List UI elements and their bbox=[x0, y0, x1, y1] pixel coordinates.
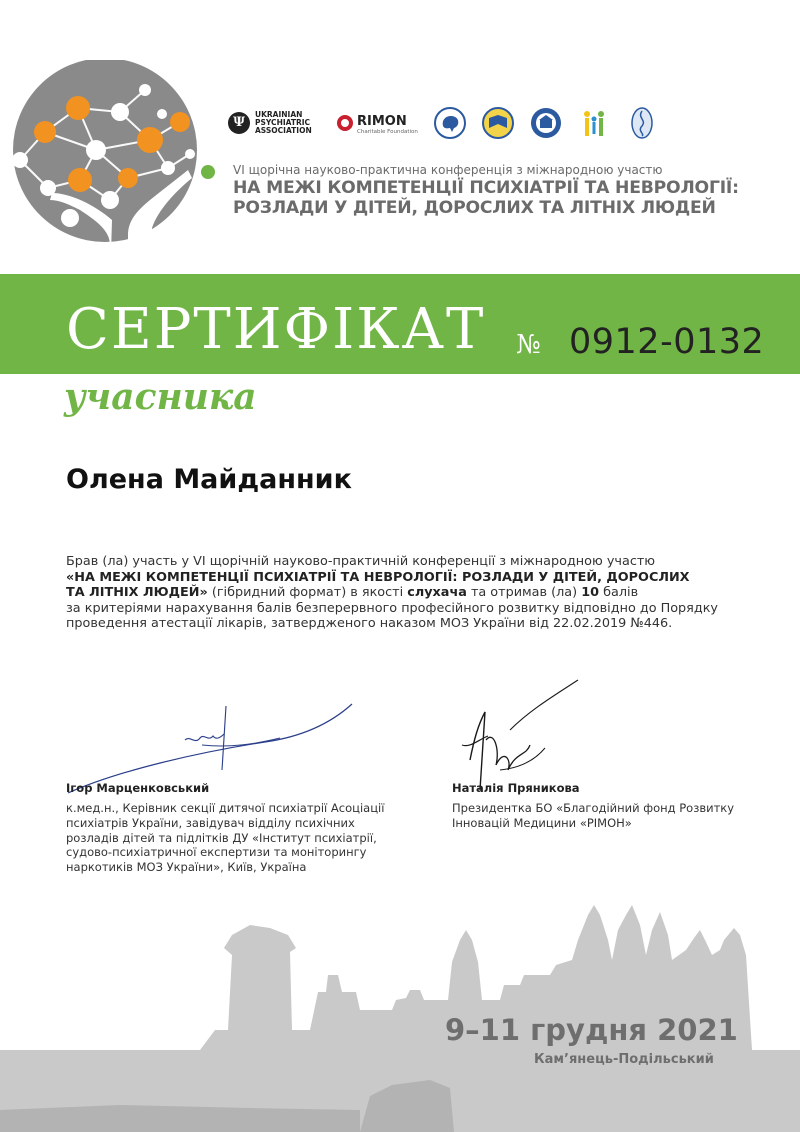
conference-title-line2: РОЗЛАДИ У ДІТЕЙ, ДОРОСЛИХ ТА ЛІТНІХ ЛЮДЕЙ bbox=[233, 198, 716, 218]
psychiatry-emblem-icon: Ψ bbox=[228, 112, 250, 134]
rimon-foundation-logo: RIMON Charitable Foundation bbox=[337, 110, 419, 136]
recipient-name: Олена Майданник bbox=[66, 464, 352, 495]
certificate-number: 0912-0132 bbox=[569, 322, 765, 362]
conference-subtitle: VI щорічна науково-практична конференція з міжнародною участю bbox=[233, 163, 663, 177]
event-city: Кам’янець-Подільський bbox=[534, 1052, 714, 1067]
certificate-body-text: Брав (ла) участь у VI щорічній науково-практичній конференції з міжнародною участю «НА МЕЖІ КОМПЕТЕНЦІЇ ПСИХІАТРІЇ ТА НЕВРОЛОГІЇ: РОЗЛАДИ У ДІТЕЙ, ДОРОСЛИХ ТА ЛІТНІХ ЛЮДЕЙ» (гібридний формат) в якості слухача та отримав (ла) 10 балів за критеріями нарахування балів безперервного професійного розвитку відповідно до Порядку проведення атестації лікарів, затвердженого наказом МОЗ України від 22.02.2019 №446. bbox=[66, 554, 719, 631]
event-dates: 9–11 грудня 2021 bbox=[445, 1013, 738, 1047]
conference-title-line1: НА МЕЖІ КОМПЕТЕНЦІЇ ПСИХІАТРІЇ ТА НЕВРОЛОГІЇ: bbox=[233, 178, 739, 198]
signatory-1-name: Ігор Марценковський bbox=[66, 781, 210, 795]
ukrainian-psychiatric-association-logo: Ψ UKRAINIAN PSYCHIATRIC ASSOCIATION bbox=[228, 111, 323, 135]
signatory-2-name: Наталія Пряникова bbox=[452, 781, 580, 795]
signatory-1-description: к.мед.н., Керівник секції дитячої психіатрії Асоціації психіатрів України, завідувач відділу психічних розладів дітей та підлітків ДУ «Інститут психіатрії, судово-психіатричної експертизи та моніторингу наркотиків МОЗ України», Київ, Україна bbox=[66, 801, 385, 875]
number-sign: № bbox=[516, 330, 541, 360]
participant-label: учасника bbox=[64, 376, 257, 418]
signatory-2-description: Президентка БО «Благодійний фонд Розвитку Інновацій Медицини «РІМОН» bbox=[452, 801, 735, 830]
certificate-heading: СЕРТИФІКАТ bbox=[66, 297, 486, 362]
